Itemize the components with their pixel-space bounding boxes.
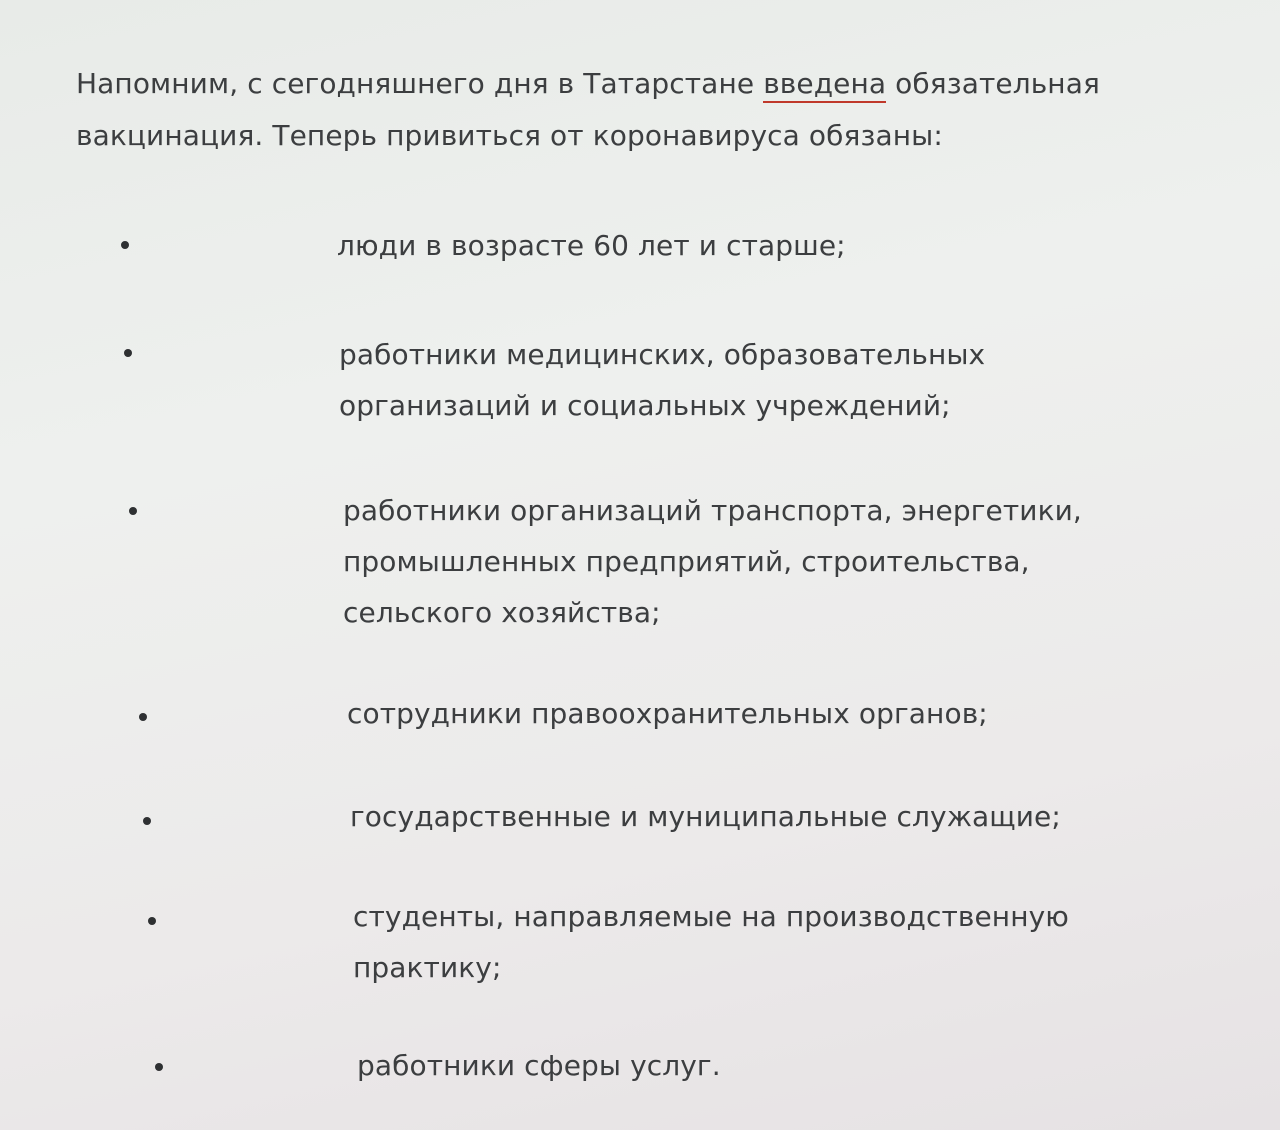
intro-paragraph <box>76 58 1196 162</box>
intro-text-end: обязательная вакцинация. Теперь привиться от коронавируса обязаны: <box>76 67 1100 152</box>
bullet-icon <box>143 817 151 825</box>
list-item-text: работники сферы услуг. <box>357 1049 721 1082</box>
bullet-icon <box>139 713 147 721</box>
list-item-text: государственные и муниципальные служащие; <box>350 800 1061 833</box>
bullet-icon <box>121 241 129 249</box>
list-item-text: работники медицинских, образовательных организаций и социальных учреждений; <box>339 338 986 422</box>
bullet-icon <box>124 349 132 357</box>
bullet-icon <box>148 917 156 925</box>
bullet-icon <box>155 1063 163 1071</box>
list-item-text: сотрудники правоохранительных органов; <box>347 697 988 730</box>
list-item-text: работники организаций транспорта, энергетики, промышленных предприятий, строительства, сельского хозяйства; <box>343 494 1082 629</box>
list-item-text: люди в возрасте 60 лет и старше; <box>337 229 846 262</box>
intro-text-start: Напомним, с сегодняшнего дня в Татарстане <box>76 67 764 100</box>
bullet-icon <box>129 507 137 515</box>
intro-link[interactable]: введена <box>763 67 886 103</box>
list-item-text: студенты, направляемые на производственную практику; <box>353 900 1069 984</box>
